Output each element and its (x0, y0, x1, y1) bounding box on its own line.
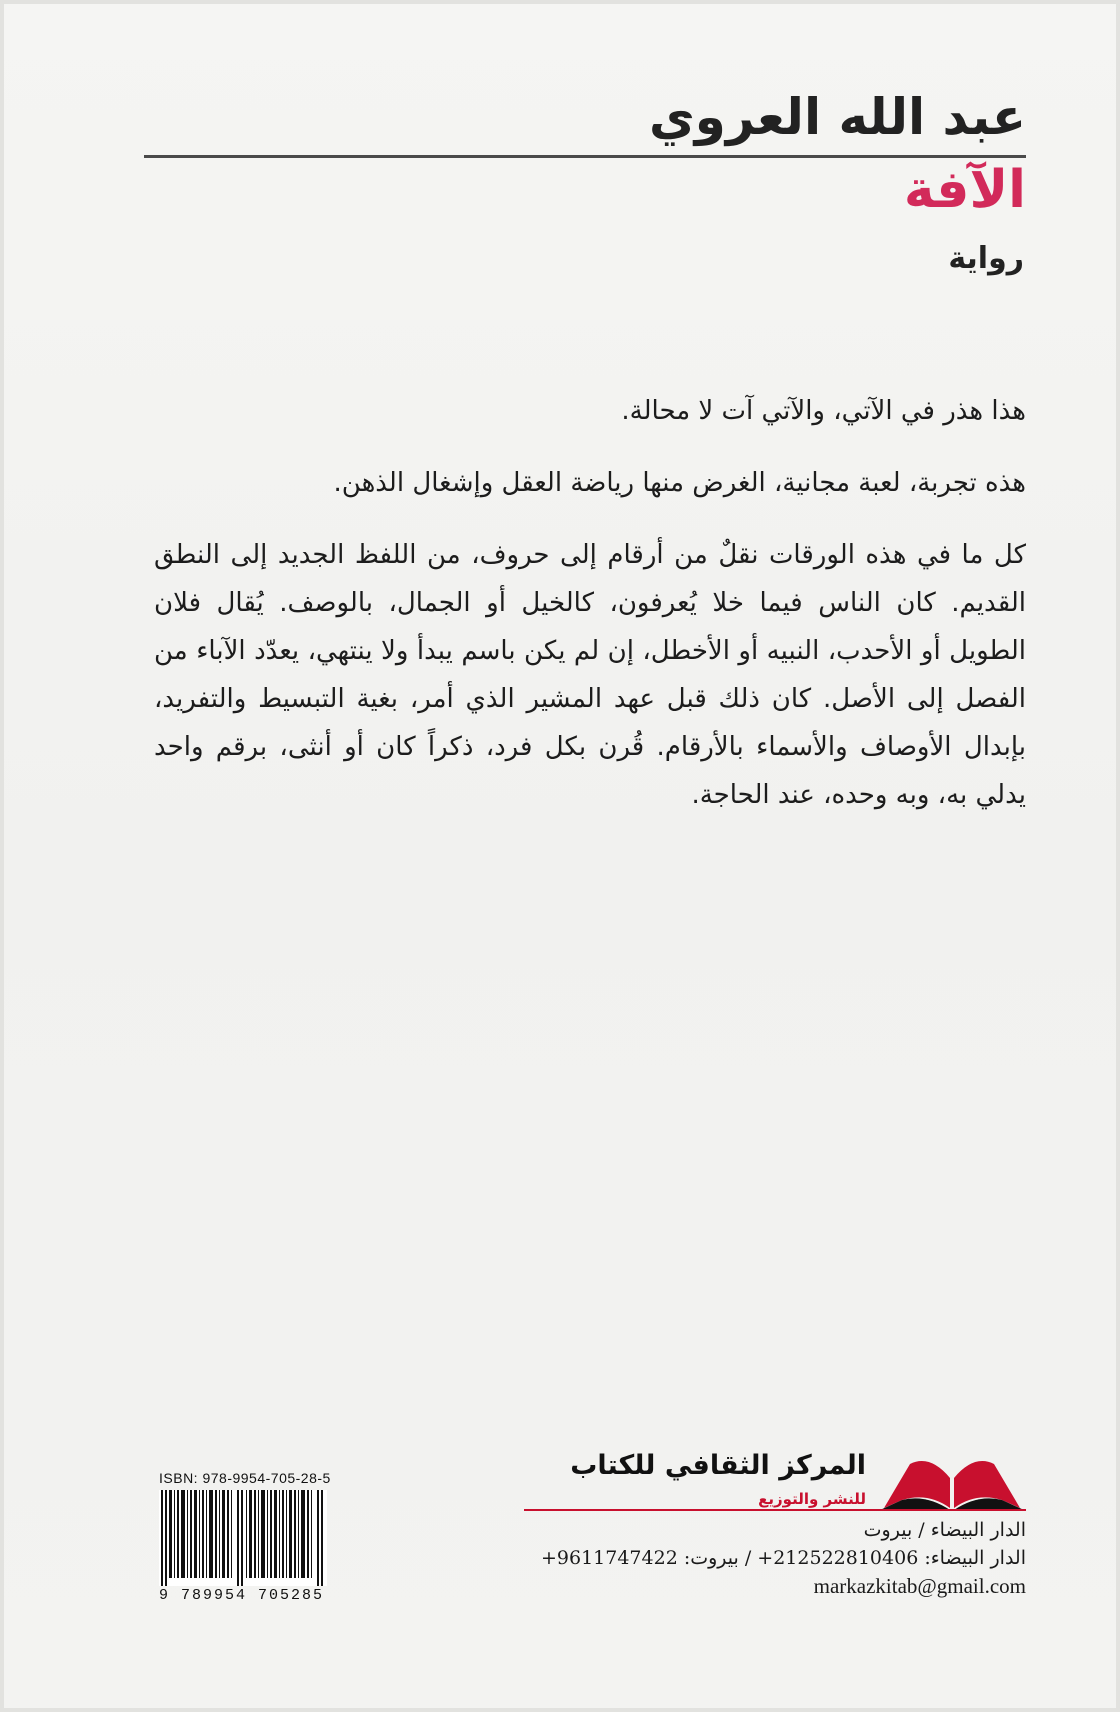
barcode-block (159, 1470, 329, 1604)
blurb-paragraph: كل ما في هذه الورقات نقلٌ من أرقام إلى حروف، من اللفظ الجديد إلى النطق القديم. كان الناس فيما خلا يُعرفون، كالخيل أو الجمال، بالوصف. يُقال فلان الطويل أو الأحدب، النبيه أو الأخطل، إن لم يكن باسم يبدأ ولا ينتهي، يعدّد الآباء من الفصل إلى الأصل. كان ذلك قبل عهد المشير الذي أمر، بغية التبسيط والتفريد، بإبدال الأوصاف والأسماء بالأرقام. قُرن بكل فرد، ذكراً كان أو أنثى، برقم واحد يدلي به، وبه وحده، عند الحاجة. (154, 540, 1026, 810)
blurb-paragraph: هذه تجربة، لعبة مجانية، الغرض منها رياضة العقل وإشغال الذهن. (333, 468, 1026, 498)
publisher-contact (474, 1516, 1026, 1600)
publisher-name: المركز الثقافي للكتاب (570, 1450, 866, 1481)
barcode-digits: 9 789954 705285 (159, 1587, 325, 1604)
book-genre: رواية (948, 241, 1024, 276)
publisher-email: markazkitab@gmail.com (813, 1574, 1026, 1598)
publisher-cities: الدار البيضاء / بيروت (863, 1519, 1026, 1541)
isbn-label: ISBN: 978-9954-705-28-5 (159, 1470, 331, 1486)
book-title: الآفة (903, 160, 1026, 220)
publisher-block (506, 1440, 1026, 1520)
author-name: عبد الله العروي (648, 88, 1026, 146)
blurb-text (154, 387, 1026, 843)
open-book-icon (878, 1448, 1026, 1510)
blurb-paragraph: هذا هذر في الآتي، والآتي آت لا محالة. (621, 396, 1026, 426)
publisher-tagline: للنشر والتوزيع (758, 1490, 866, 1508)
header-divider (144, 155, 1026, 158)
publisher-divider (524, 1509, 1026, 1511)
barcode-icon (159, 1490, 327, 1586)
publisher-phones: الدار البيضاء: 212522810406+ / بيروت: 9611747422+ (540, 1547, 1026, 1569)
